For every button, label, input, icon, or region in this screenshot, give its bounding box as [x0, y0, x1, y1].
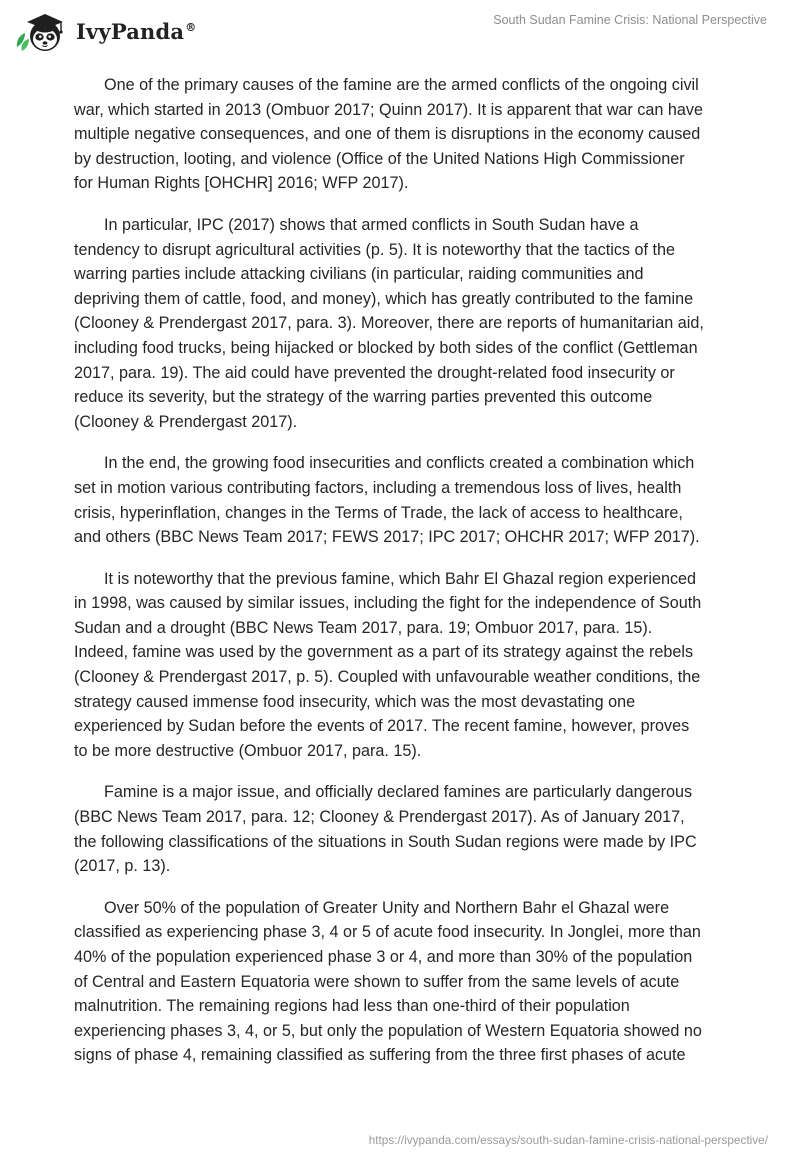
source-url[interactable]: https://ivypanda.com/essays/south-sudan-famine-crisis-national-perspective/ [368, 1133, 768, 1147]
paragraph-5: Famine is a major issue, and officially declared famines are particularly dangerous (BBC News Team 2017, para. 12; Clooney & Prendergast 2017). As of January 2017, the following classifications of the situations in South Sudan regions were made by IPC (2017, p. 13). [74, 783, 697, 876]
paragraph-3: In the end, the growing food insecurities and conflicts created a combination which set in motion various contributing factors, including a tremendous loss of lives, health crisis, hyperinflation, changes in the Terms of Trade, the lack of access to healthcare, and others (BBC News Team 2017; FEWS 2017; IPC 2017; OHCHR 2017; WFP 2017). [74, 454, 700, 547]
paragraph-2: In particular, IPC (2017) shows that armed conflicts in South Sudan have a tendency to disrupt agricultural activities (p. 5). It is noteworthy that the tactics of the warring parties include attacking civilians (in particular, raiding communities and depriving them of cattle, food, and money), which has greatly contributed to the famine (Clooney & Prendergast 2017, para. 3). Moreover, there are reports of humanitarian aid, including food trucks, being hijacked or blocked by both sides of the conflict (Gettleman 2017, para. 19). The aid could have prevented the drought-related food insecurity or reduce its severity, but the strategy of the warring parties prevented this outcome (Clooney & Prendergast 2017). [74, 215, 704, 431]
essay-body [74, 73, 734, 1085]
page-header [0, 0, 800, 70]
brand-name: IvyPanda® [76, 18, 197, 44]
panda-graduate-icon [14, 9, 70, 53]
paragraph-6: Over 50% of the population of Greater Unity and Northern Bahr el Ghazal were classified as experiencing phase 3, 4 or 5 of acute food insecurity. In Jonglei, more than 40% of the population experienced phase 3 or 4, and more than 30% of the population of Central and Eastern Equatoria were shown to suffer from the same levels of acute malnutrition. The remaining regions had less than one-third of their population experiencing phases 3, 4, or 5, but only the population of Western Equatoria showed no signs of phase 4, remaining classified as suffering from the three first phases of acute [74, 898, 702, 1065]
document-title: South Sudan Famine Crisis: National Perspective [493, 13, 767, 27]
ivypanda-logo[interactable] [14, 9, 196, 53]
paragraph-4: It is noteworthy that the previous famine, which Bahr El Ghazal region experienced in 1998, was caused by similar issues, including the fight for the independence of South Sudan and a drought (BBC News Team 2017, para. 19; Ombuor 2017, para. 15). Indeed, famine was used by the government as a part of its strategy against the rebels (Clooney & Prendergast 2017, p. 5). Coupled with unfavourable weather conditions, the strategy caused immense food insecurity, which was the most devastating one experienced by Sudan before the events of 2017. The recent famine, however, proves to be more destructive (Ombuor 2017, para. 15). [74, 569, 702, 760]
paragraph-1: One of the primary causes of the famine are the armed conflicts of the ongoing civil war, which started in 2013 (Ombuor 2017; Quinn 2017). It is apparent that war can have multiple negative consequences, and one of them is disruptions in the economy caused by destruction, looting, and violence (Office of the United Nations High Commissioner for Human Rights [OHCHR] 2016; WFP 2017). [74, 76, 703, 193]
